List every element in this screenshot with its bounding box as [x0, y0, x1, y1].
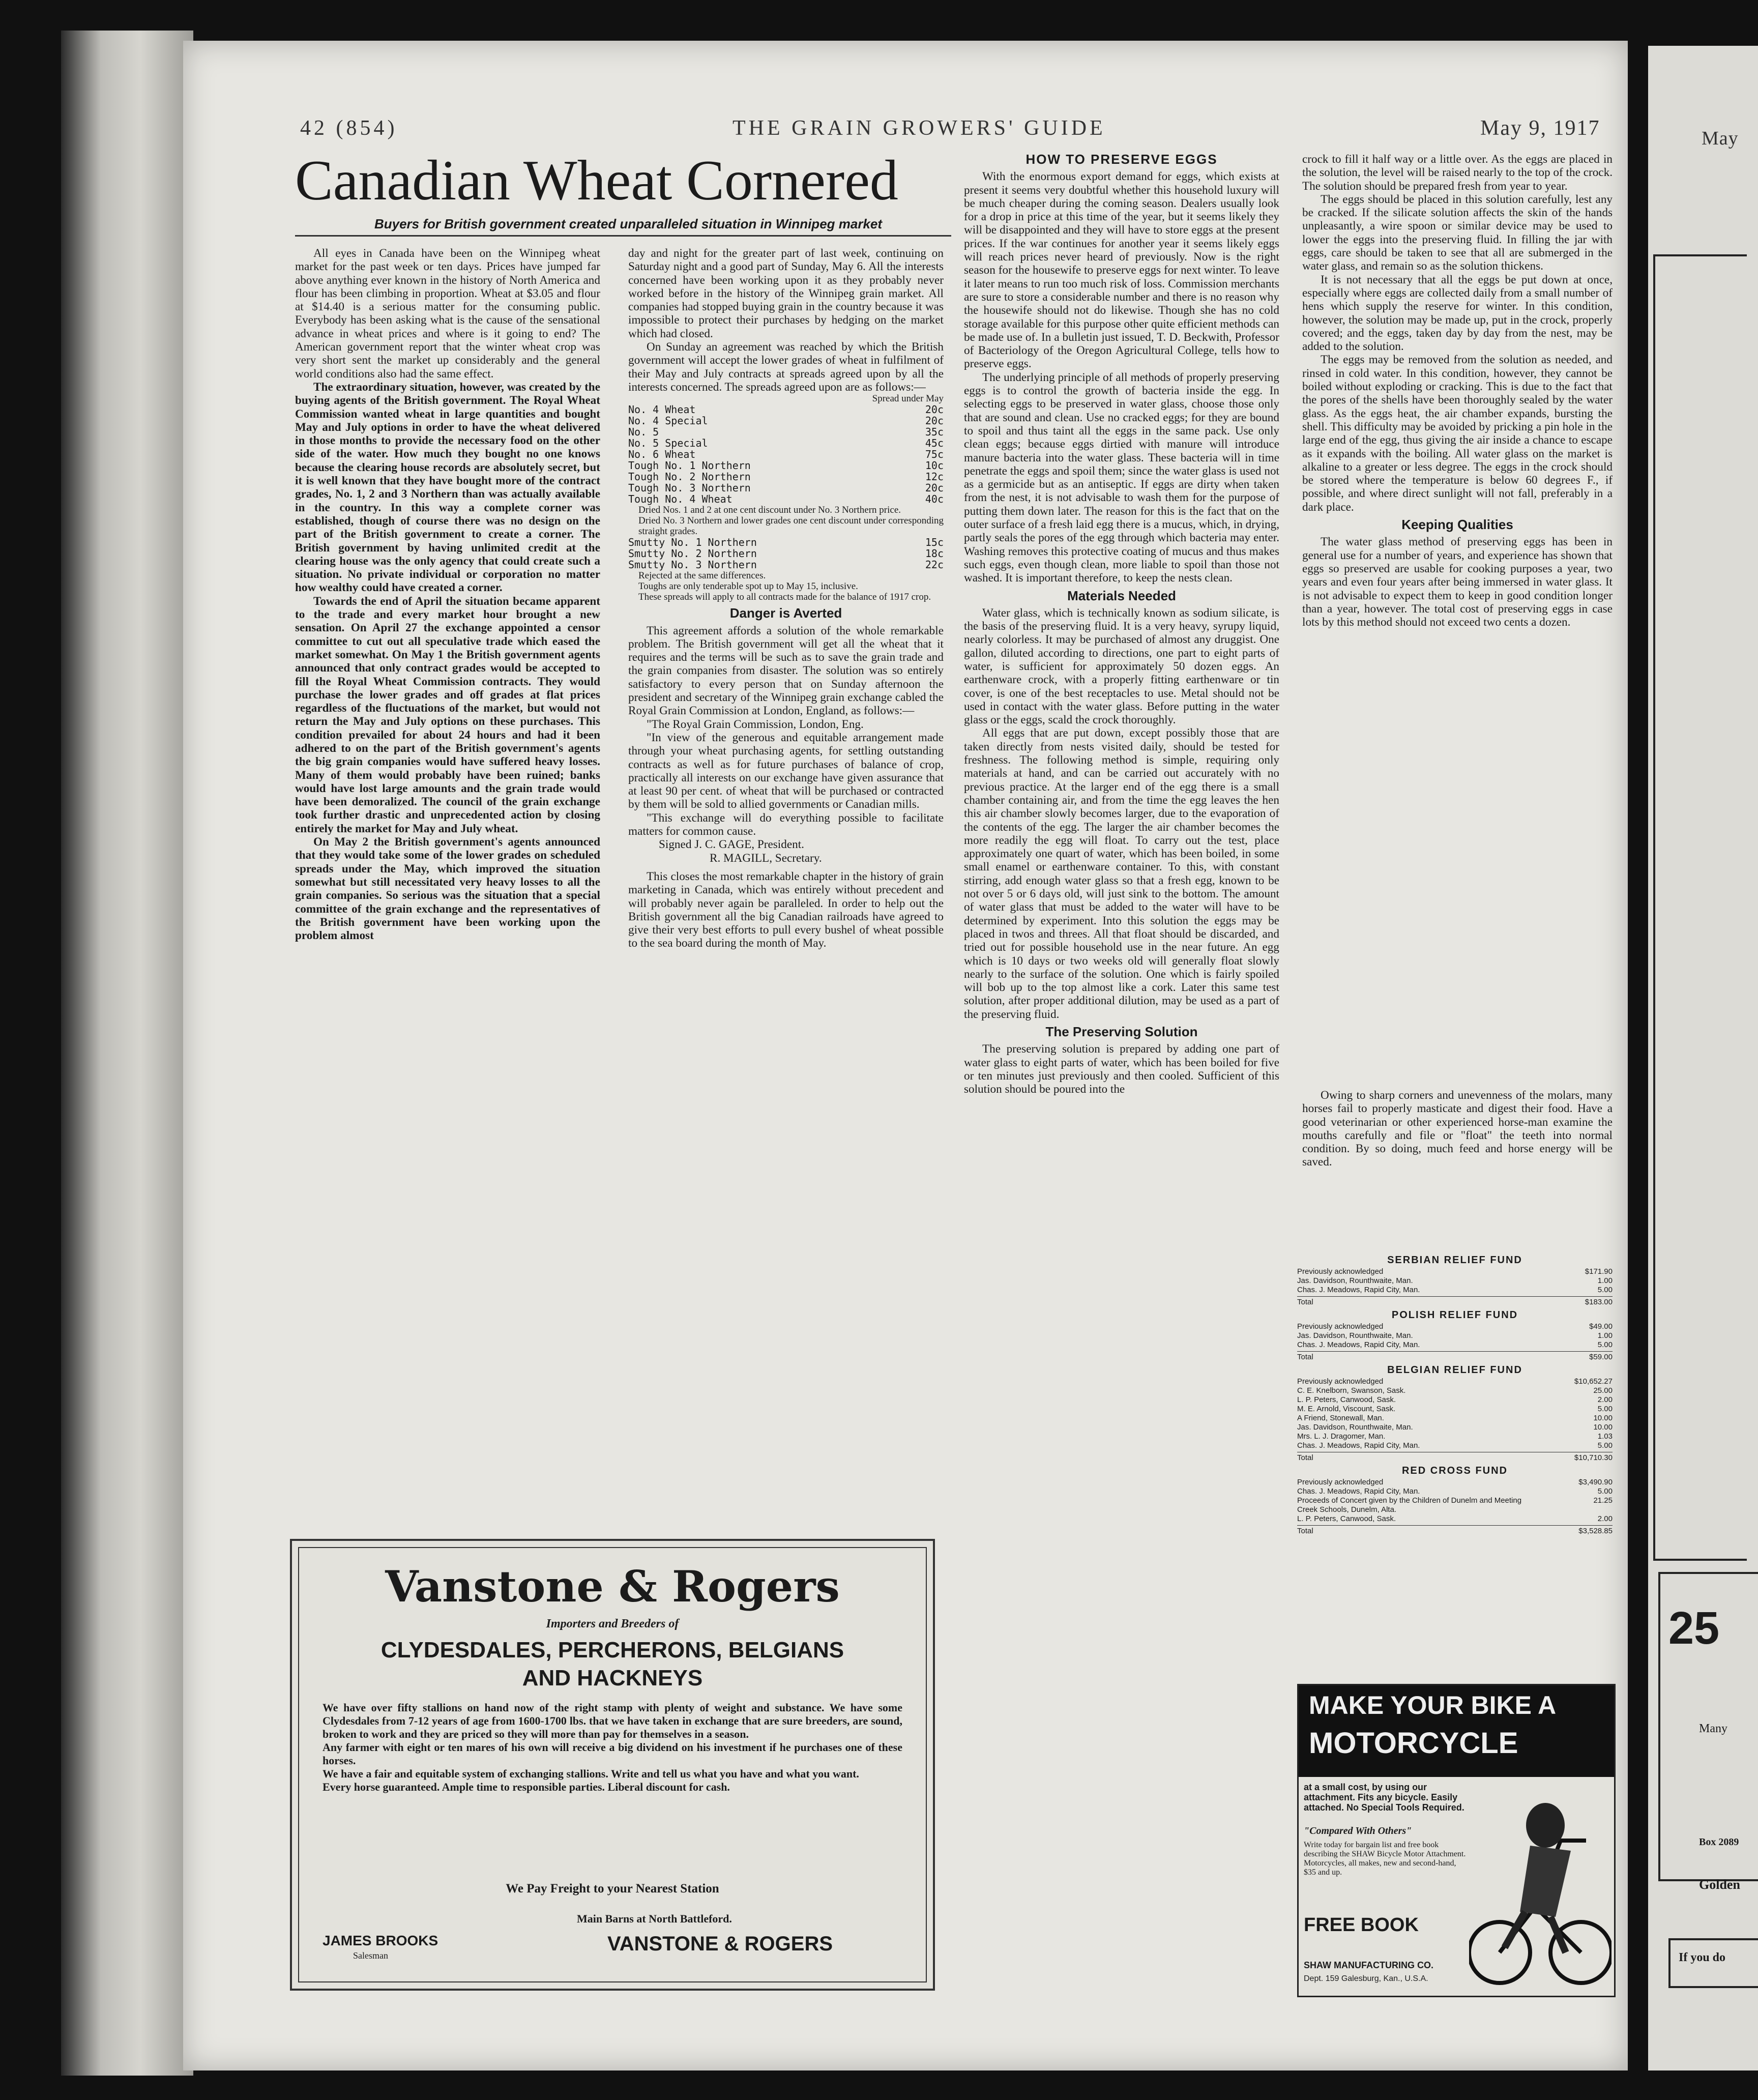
ad-freight: We Pay Freight to your Nearest Station [506, 1882, 719, 1895]
fund-row: L. P. Peters, Canwood, Sask. 2.00 [1297, 1514, 1613, 1523]
bike-ad-headline: MOTORCYCLE [1309, 1727, 1518, 1760]
subheading-danger: Danger is Averted [729, 605, 842, 621]
fund-title: RED CROSS FUND [1401, 1465, 1508, 1476]
paragraph: "In view of the generous and equitable arrangement made through your wheat purchasing agents, for settling outstanding contracts as well as for future purchases of balance of crop, practically all interests on our exchange have given assurance that at least 90 per cent. of wheat that will be purchased or contracted by them will be sold to allied governments or Canadian mills. [628, 731, 944, 811]
fund-title: SERBIAN RELIEF FUND [1387, 1255, 1522, 1266]
fund-row: C. E. Knelborn, Swanson, Sask. 25.00 [1297, 1386, 1613, 1395]
fund-total: Total $10,710.30 [1297, 1452, 1613, 1462]
table-row: Tough No. 1 Northern 10c [628, 459, 944, 472]
fund-row: Mrs. L. J. Dragomer, Man. 1.03 [1297, 1432, 1613, 1441]
fund-row: M. E. Arnold, Viscount, Sask. 5.00 [1297, 1405, 1613, 1413]
fund-row: L. P. Peters, Canwood, Sask. 2.00 [1297, 1395, 1613, 1404]
spreads-note: Rejected at the same differences. [638, 570, 766, 581]
ad-paragraph: Any farmer with eight or ten mares of his own will receive a big dividend on his investment if he purchases one of these horses. [323, 1741, 902, 1767]
book-spine [61, 31, 193, 2076]
fund-polish [1297, 1309, 1613, 1361]
ad-salesman: JAMES BROOKS [323, 1933, 438, 1948]
paragraph: day and night for the greater part of last week, continuing on Saturday night and a good part of Sunday, May 6. All the interests concerned have been working upon it as they probably never worked before in the history of the Winnipeg grain market. All companies had stopped buying grain in the country because it was impossible to protect their purchases by hedging on the market which had closed. [628, 247, 944, 340]
paragraph: Water glass, which is technically known as sodium silicate, is the basis of the preserving fluid. It is a very heavy, syrupy liquid, nearly colorless. It may be purchased of almost any druggist. One gallon, diluted according to directions, one part to eight parts of water, is sufficient for approximately 50 dozen eggs. An earthenware crock, with a properly fitting earthenware or tin cover, is one of the best receptacles to use. Metal should not be used in contact with the water glass. Before putting in the water glass or the eggs, scald the crock thoroughly. [964, 606, 1279, 727]
paragraph: With the enormous export demand for eggs, which exists at present it seems very doubtful whether this household luxury will be much cheaper during the coming season. Dealers usually look for a drop in price at this time of the year, but it seems likely they will be disappointed and they will have to store eggs at the present prices. If the war continues for another year it seems likely eggs will reach prices never heard of previously. Now is the right season for the housewife to preserve eggs for next winter. To leave it later means to run too much risk of loss. Commission merchants are sure to store a considerable number and there is no reason why the housewife should not do likewise. Though she has no cold storage available for this purpose other quite efficient methods can be made use of. In a bulletin just issued, T. D. Beckwith, Professor of Bacteriology of the Oregon Agricultural College, tells how to preserve eggs. [964, 170, 1279, 371]
paragraph: On May 2 the British government's agents announced that they would take some of the lower grades on scheduled spreads under the May, which improved the situation somewhat but still necessitated very heavy losses to all the grain companies. So serious was the situation that a special committee of the grain exchange and the representatives of the British government have been working upon the problem almost [295, 835, 600, 943]
facing-page-box [1653, 254, 1747, 1561]
ad-barns: Main Barns at North Battleford. [577, 1912, 732, 1925]
bike-ad-address: Dept. 159 Galesburg, Kan., U.S.A. [1304, 1974, 1428, 1983]
paragraph: Owing to sharp corners and unevenness of the molars, many horses fail to properly masticate and digest their food. Have a good veterinarian or other experienced horse-man examine the mouths carefully and file or "float" the teeth into normal condition. By so doing, much feed and horse energy will be saved. [1302, 1089, 1613, 1169]
bike-ad-body: Write today for bargain list and free book describing the SHAW Bicycle Motor Attachment. Motorcycles, all makes, new and second-hand, $35 and up. [1304, 1841, 1466, 1877]
paragraph: The water glass method of preserving eggs has been in general use for a number of years, and experience has shown that eggs so preserved are usable for cooking purposes a year, two years and even four years after being immersed in water glass. It is not advisable to expect them to keep in good condition longer than a year, however. The total cost of preserving eggs in case lots by this method should not exceed two cents a dozen. [1302, 535, 1613, 629]
paragraph: It is not necessary that all the eggs be put down at once, especially where eggs are collected daily from a small number of hens which supply the reserve for winter. In this condition, however, the solution may be made up, put in the crock, properly covered; and the eggs, taken day by day from the nest, may be added to the solution. [1302, 273, 1613, 354]
fund-belgian [1297, 1364, 1613, 1462]
paragraph: On Sunday an agreement was reached by which the British government will accept the lower grades of wheat in fulfilment of their May and July contracts at spreads agreed upon by all the interests concerned. The spreads agreed upon are as follows:— [628, 340, 944, 394]
table-row: Smutty No. 3 Northern 22c [628, 559, 944, 571]
right-page-date: May [1702, 128, 1739, 149]
signature-line: R. MAGILL, Secretary. [710, 851, 822, 865]
fund-row: Previously acknowledged $10,652.27 [1297, 1377, 1613, 1386]
fund-total: Total $3,528.85 [1297, 1525, 1613, 1535]
bike-ad-company: SHAW MANUFACTURING CO. [1304, 1960, 1433, 1970]
horses-note [1302, 1089, 1613, 1241]
paragraph: The underlying principle of all methods of properly preserving eggs is to control the growth of bacteria inside the egg. In selecting eggs to be preserved in water glass, choose those only that are sound and clean. Use no cracked eggs; for they are bound to spoil and thus taint all the eggs in the same pack. Use only clean eggs; because eggs dirtied with manure will introduce manure bacteria into the water glass. These bacteria will in time penetrate the eggs and spoil them; since the water glass is used not as a germicide but as an antiseptic. If eggs are dirty when taken from the nest, it is not advisable to wash them for the purpose of putting them down later. The reason for this is the fact that on the outer surface of a fresh laid egg there is a mucus, which, in drying, partly seals the pores of the egg through which bacteria may enter. Washing removes this protective coating of mucus and thus makes such eggs, even though clean, more liable to spoil than those not washed. It is important therefore, to keep the nests clean. [964, 370, 1279, 585]
table-row: No. 4 Special 20c [628, 415, 944, 427]
facing-text: Golden [1699, 1877, 1740, 1892]
paragraph: The preserving solution is prepared by adding one part of water glass to eight parts of water, which has been boiled for five or ten minutes just previously and then cooled. Sufficient of this solution should be poured into the [964, 1042, 1279, 1096]
spreads-note: These spreads will apply to all contracts made for the balance of 1917 crop. [638, 592, 931, 603]
paragraph: "The Royal Grain Commission, London, Eng. [647, 717, 864, 731]
paragraph: Towards the end of April the situation became apparent to the trade and every market hour brought a new sensation. On April 27 the exchange appointed a censor committee to cut out all speculative trade which eased the market somewhat. On May 1 the British government agents announced that only contract grades would be accepted to fill the Royal Wheat Commission contracts. They would purchase the lower grades and off grades at flat prices regardless of the fluctuations of the market, but would not return the May and July options on these purchases. This condition prevailed for about 24 hours and had it been adhered to on the part of the British government's agents the big grain companies would have suffered heavy losses. Many of them would probably have been ruined; banks would have lost large amounts and the grain trade would have been demoralized. The council of the grain exchange took further drastic and unprecedented action by closing entirely the market for May and July wheat. [295, 594, 600, 835]
title-rule [295, 235, 951, 237]
fund-title: BELGIAN RELIEF FUND [1387, 1364, 1522, 1376]
page-number: 42 (854) [300, 116, 398, 140]
fund-title: POLISH RELIEF FUND [1391, 1309, 1518, 1321]
bike-motorcycle-ad [1297, 1684, 1616, 1997]
ad-paragraph: We have a fair and equitable system of exchanging stallions. Write and tell us what you have and what you want. [323, 1767, 859, 1780]
paragraph: The eggs may be removed from the solution as needed, and rinsed in cold water. In this condition, however, they cannot be boiled without exploding or cracking. This is due to the fact that the pores of the shells have been thoroughly sealed by the water glass. As the eggs heat, the air chamber expands, bursting the shell. This difficulty may be avoided by pricking a pin hole in the large end of the egg, thus giving the air inside a chance to escape as it expands with the boiling. All water glass on the market is alkaline to a greater or less degree. The eggs in the crock should be stored where the temperature is below 60 degrees F., if possible, and where direct sunlight will not fall, preferably in a dark place. [1302, 353, 1613, 514]
paragraph: "This exchange will do everything possible to facilitate matters for common cause. [628, 811, 944, 838]
ad-subtitle: Importers and Breeders of [546, 1617, 679, 1630]
table-row: Tough No. 4 Wheat 40c [628, 493, 944, 506]
table-row: Tough No. 2 Northern 12c [628, 471, 944, 483]
facing-page-number: 25 [1668, 1603, 1720, 1654]
paragraph: The eggs should be placed in this solution carefully, lest any be cracked. If the silicate solution affects the skin of the hands unpleasantly, a wire spoon or similar device may be used to lower the eggs into the preserving fluid. In filling the jar with eggs, care should be taken to see that all are submerged in the water glass, and remain so as the solution thickens. [1302, 192, 1613, 273]
fund-row: Proceeds of Concert given by the Children of Dunelm and Meeting Creek Schools, Dunelm, Alta. 21.25 [1297, 1496, 1613, 1514]
paragraph: This closes the most remarkable chapter in the history of grain marketing in Canada, which was entirely without precedent and will probably never again be paralleled. In order to help out the British government all the big Canadian railroads have agreed to give their very best efforts to pull every bushel of wheat possible to the sea board during the month of May. [628, 869, 944, 950]
vanstone-rogers-ad [290, 1539, 935, 1991]
spreads-note: Dried No. 3 Northern and lower grades one cent discount under corresponding straight grades. [638, 515, 944, 537]
facing-text: If you do [1679, 1951, 1726, 1964]
fund-total: Total $59.00 [1297, 1351, 1613, 1361]
fund-row: A Friend, Stonewall, Man. 10.00 [1297, 1414, 1613, 1422]
ad-paragraph: Every horse guaranteed. Ample time to responsible parties. Liberal discount for cash. [323, 1781, 730, 1793]
subheading-solution: The Preserving Solution [1045, 1024, 1198, 1039]
ad-title: Vanstone & Rogers [385, 1561, 840, 1612]
spreads-note: Toughs are only tenderable spot up to May 15, inclusive. [638, 581, 858, 592]
fund-row: Previously acknowledged $49.00 [1297, 1322, 1613, 1331]
fund-row: Previously acknowledged $171.90 [1297, 1267, 1613, 1276]
subheading-materials: Materials Needed [1067, 588, 1176, 603]
paragraph: All eggs that are put down, except possibly those that are taken directly from nests visited daily, should be tested for freshness. The following method is simple, requiring only materials at hand, and can be carried out accurately with no previous practice. At the larger end of the egg there is a small chamber containing air, and from the time the egg leaves the hen this air chamber slowly becomes larger, due to the evaporation of the contents of the egg. The larger the air chamber becomes the more readily the egg will float. To carry out the test, place approximately one quart of water, which has been boiled, in some small enamel or earthenware container. To this, with constant stirring, add enough water glass so that a fresh egg, known to be not over 5 or 6 days old, will just sink to the bottom. The amount of water glass that must be added to the water will have to be determined by experiment. Into this solution the eggs may be placed in twos and threes. All that float should be discarded, and tried out for possible household use in the near future. An egg which is 10 days or two weeks old will generally float slowly nearly to the surface of the solution. One which is fairly spoiled will bob up to the top almost like a cork. Later this same test solution, after proper additional dilution, may be used as a part of the preserving fluid. [964, 726, 1279, 1021]
eggs-column [964, 153, 1279, 1994]
eggs-title: HOW TO PRESERVE EGGS [1026, 153, 1218, 167]
facing-text: Box 2089 [1699, 1836, 1739, 1848]
fund-row: Chas. J. Meadows, Rapid City, Man. 5.00 [1297, 1340, 1613, 1349]
cyclist-illustration [1469, 1780, 1612, 1993]
table-row: No. 6 Wheat 75c [628, 448, 944, 461]
paragraph: crock to fill it half way or a little over. As the eggs are placed in the solution, the level will be raised nearly to the top of the crock. The solution should be prepared fresh from year to year. [1302, 153, 1613, 193]
smutty-table [628, 537, 944, 570]
article-column-1 [295, 247, 600, 1524]
signature-line: Signed J. C. GAGE, President. [659, 838, 804, 852]
issue-date: May 9, 1917 [1480, 116, 1600, 140]
paragraph: This agreement affords a solution of the whole remarkable problem. The British government will get all the wheat that it requires and the terms will be such as to save the grain trade and the grain companies from disaster. The solution was so entirely satisfactory to every person that on Sunday afternoon the president and secretary of the Winnipeg grain exchange cabled the Royal Grain Commission at London, England, as follows:— [628, 624, 944, 718]
fund-total: Total $183.00 [1297, 1296, 1613, 1306]
ad-salesman-label: Salesman [353, 1950, 388, 1961]
fund-row: Chas. J. Meadows, Rapid City, Man. 5.00 [1297, 1286, 1613, 1294]
table-row: Tough No. 3 Northern 20c [628, 482, 944, 494]
fund-row: Jas. Davidson, Rounthwaite, Man. 10.00 [1297, 1423, 1613, 1432]
table-row: No. 4 Wheat 20c [628, 403, 944, 416]
spreads-header: Spread under May [872, 393, 944, 404]
fund-row: Jas. Davidson, Rounthwaite, Man. 1.00 [1297, 1276, 1613, 1285]
fund-row: Chas. J. Meadows, Rapid City, Man. 5.00 [1297, 1487, 1613, 1496]
table-row: No. 5 35c [628, 426, 944, 439]
spreads-table [628, 404, 944, 505]
paragraph: All eyes in Canada have been on the Winnipeg wheat market for the past week or ten days. Prices have jumped far above anything ever known in the history of North America and flour has been climbing in proportion. Wheat at $3.05 and flour at $14.40 is a serious matter for the consuming public. Everybody has been asking what is the cause of the sensational advance in wheat prices and where is it going to end? The American government report that the winter wheat crop was very short sent the market up considerably and the general world conditions also had the same effect. [295, 247, 600, 381]
table-row: Smutty No. 1 Northern 15c [628, 536, 944, 549]
ad-firm: VANSTONE & ROGERS [607, 1933, 833, 1955]
fund-row: Jas. Davidson, Rounthwaite, Man. 1.00 [1297, 1331, 1613, 1340]
table-row: Smutty No. 2 Northern 18c [628, 547, 944, 560]
facing-text: Many [1699, 1722, 1727, 1735]
bike-ad-headline: MAKE YOUR BIKE A [1309, 1691, 1557, 1719]
bike-ad-compare: "Compared With Others" [1304, 1825, 1412, 1836]
article-title: Canadian Wheat Cornered [295, 149, 898, 212]
relief-funds [1297, 1251, 1613, 1535]
spreads-note: Dried Nos. 1 and 2 at one cent discount under No. 3 Northern price. [638, 505, 901, 516]
ad-breeds: AND HACKNEYS [522, 1666, 703, 1690]
ad-paragraph: We have over fifty stallions on hand now of the right stamp with plenty of weight and substance. We have some Clydesdales from 7-12 years of age from 1600-1700 lbs. that we have taken in exchange that are sure breeders, are sound, broken to work and they are priced so they will more than pay for themselves in a season. [323, 1701, 902, 1740]
fund-red-cross [1297, 1465, 1613, 1535]
bike-ad-free-book: FREE BOOK [1304, 1914, 1419, 1936]
table-row: No. 5 Special 45c [628, 437, 944, 450]
publication-title: THE GRAIN GROWERS' GUIDE [732, 116, 1106, 140]
ad-body [323, 1701, 902, 1794]
bike-ad-intro: at a small cost, by using our attachment. Fits any bicycle. Easily attached. No Special Tools Required. [1304, 1782, 1464, 1813]
article-deck: Buyers for British government created unparalleled situation in Winnipeg market [374, 216, 883, 231]
paragraph: The extraordinary situation, however, was created by the buying agents of the British government. The Royal Wheat Commission wanted wheat in large quantities and bought May and July options in order to have the wheat delivered in those months to provide the necessary food on the other side of the water. How much they bought no one knows because the clearing house records are absolutely secret, but it is well known that they have bought more of the contract grades, No. 1, 2 and 3 Northern than was actually available in the country. In this way a complete corner was established, though of course there was no design on the part of the British government to create a corner. The British government by having unlimited credit at the clearing house was the only agency that could create such a situation. No private individual or corporation no matter how wealthy could have created a corner. [295, 380, 600, 595]
eggs-column-continued [1302, 153, 1613, 1078]
article-column-2 [628, 247, 944, 1524]
ad-breeds: CLYDESDALES, PERCHERONS, BELGIANS [380, 1638, 844, 1662]
fund-row: Chas. J. Meadows, Rapid City, Man. 5.00 [1297, 1441, 1613, 1450]
fund-serbian [1297, 1255, 1613, 1306]
subheading-keeping: Keeping Qualities [1401, 517, 1513, 533]
fund-row: Previously acknowledged $3,490.90 [1297, 1478, 1613, 1486]
